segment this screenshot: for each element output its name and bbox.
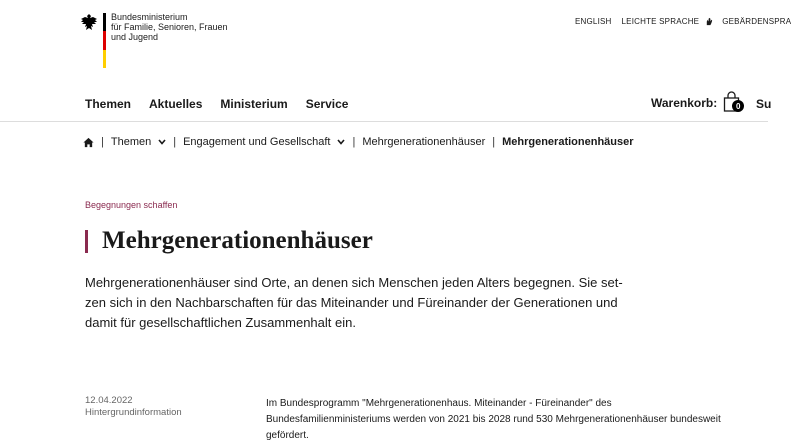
ministry-name-line: Bundesministerium	[111, 12, 188, 22]
cart-label: Warenkorb:	[651, 96, 718, 110]
intro-text	[85, 273, 645, 333]
intro-line: Mehrgenerationenhäuser sind Orte, an denen sich Menschen jeden Alters begegnen. Sie set-	[85, 275, 623, 290]
gebaerdensprache-link[interactable]: GEBÄRDENSPRA	[722, 17, 791, 26]
header-divider	[0, 121, 768, 122]
nav-item-aktuelles[interactable]: Aktuelles	[149, 97, 203, 111]
ministry-name-line: für Familie, Senioren, Frauen	[111, 22, 228, 32]
leichte-sprache-link[interactable]: LEICHTE SPRACHE	[621, 17, 700, 26]
breadcrumb-separator: |	[352, 136, 356, 148]
home-icon[interactable]	[83, 137, 94, 148]
shopping-bag-icon	[723, 91, 745, 115]
chevron-down-icon[interactable]	[158, 139, 166, 145]
page-title-block	[85, 227, 373, 255]
cart-button[interactable]	[651, 91, 745, 115]
page-title: Mehrgenerationenhäuser	[102, 227, 373, 254]
breadcrumb-current: Mehrgenerationenhäuser	[502, 136, 634, 148]
article-meta	[85, 395, 182, 419]
nav-item-themen[interactable]: Themen	[85, 97, 132, 111]
english-link[interactable]: ENGLISH	[575, 17, 612, 26]
nav-item-search-truncated[interactable]: Su	[756, 97, 772, 111]
body-line: gefördert.	[266, 430, 309, 441]
breadcrumb	[83, 136, 634, 148]
page-kicker: Begegnungen schaffen	[85, 200, 178, 210]
intro-line: zen sich in den Nachbarschaften für das Miteinander und Füreinander der Generationen und	[85, 295, 618, 310]
utility-nav	[575, 17, 791, 26]
eagle-icon	[80, 13, 98, 33]
nav-item-ministerium[interactable]: Ministerium	[220, 97, 288, 111]
article-body	[266, 396, 766, 444]
title-accent-bar	[85, 230, 88, 253]
german-flag-bar	[103, 13, 106, 68]
breadcrumb-engagement[interactable]: Engagement und Gesellschaft	[183, 136, 331, 148]
nav-item-service[interactable]: Service	[305, 97, 349, 111]
breadcrumb-separator: |	[173, 136, 177, 148]
body-line: Im Bundesprogramm "Mehrgenerationenhaus. Miteinander - Füreinander" des	[266, 398, 612, 409]
breadcrumb-themen[interactable]: Themen	[110, 136, 152, 148]
body-line: Bundesfamilienministeriums werden von 2021 bis 2028 rund 530 Mehrgenerationenhäuser bundesweit	[266, 414, 721, 425]
article-category: Hintergrundinformation	[85, 407, 182, 418]
ministry-name	[111, 12, 271, 42]
ministry-name-line: und Jugend	[111, 32, 159, 42]
ministry-logo[interactable]	[80, 12, 228, 42]
breadcrumb-separator: |	[492, 136, 496, 148]
chevron-down-icon[interactable]	[337, 139, 345, 145]
intro-line: damit für gesellschaftlichen Zusammenhalt ein.	[85, 315, 356, 330]
breadcrumb-mehrgenerationenhaeuser[interactable]: Mehrgenerationenhäuser	[362, 136, 486, 148]
article-date: 12.04.2022	[85, 395, 133, 406]
sign-language-icon	[705, 17, 714, 26]
main-nav	[85, 97, 348, 111]
breadcrumb-separator: |	[101, 136, 104, 148]
cart-count-badge: 0	[732, 100, 744, 112]
